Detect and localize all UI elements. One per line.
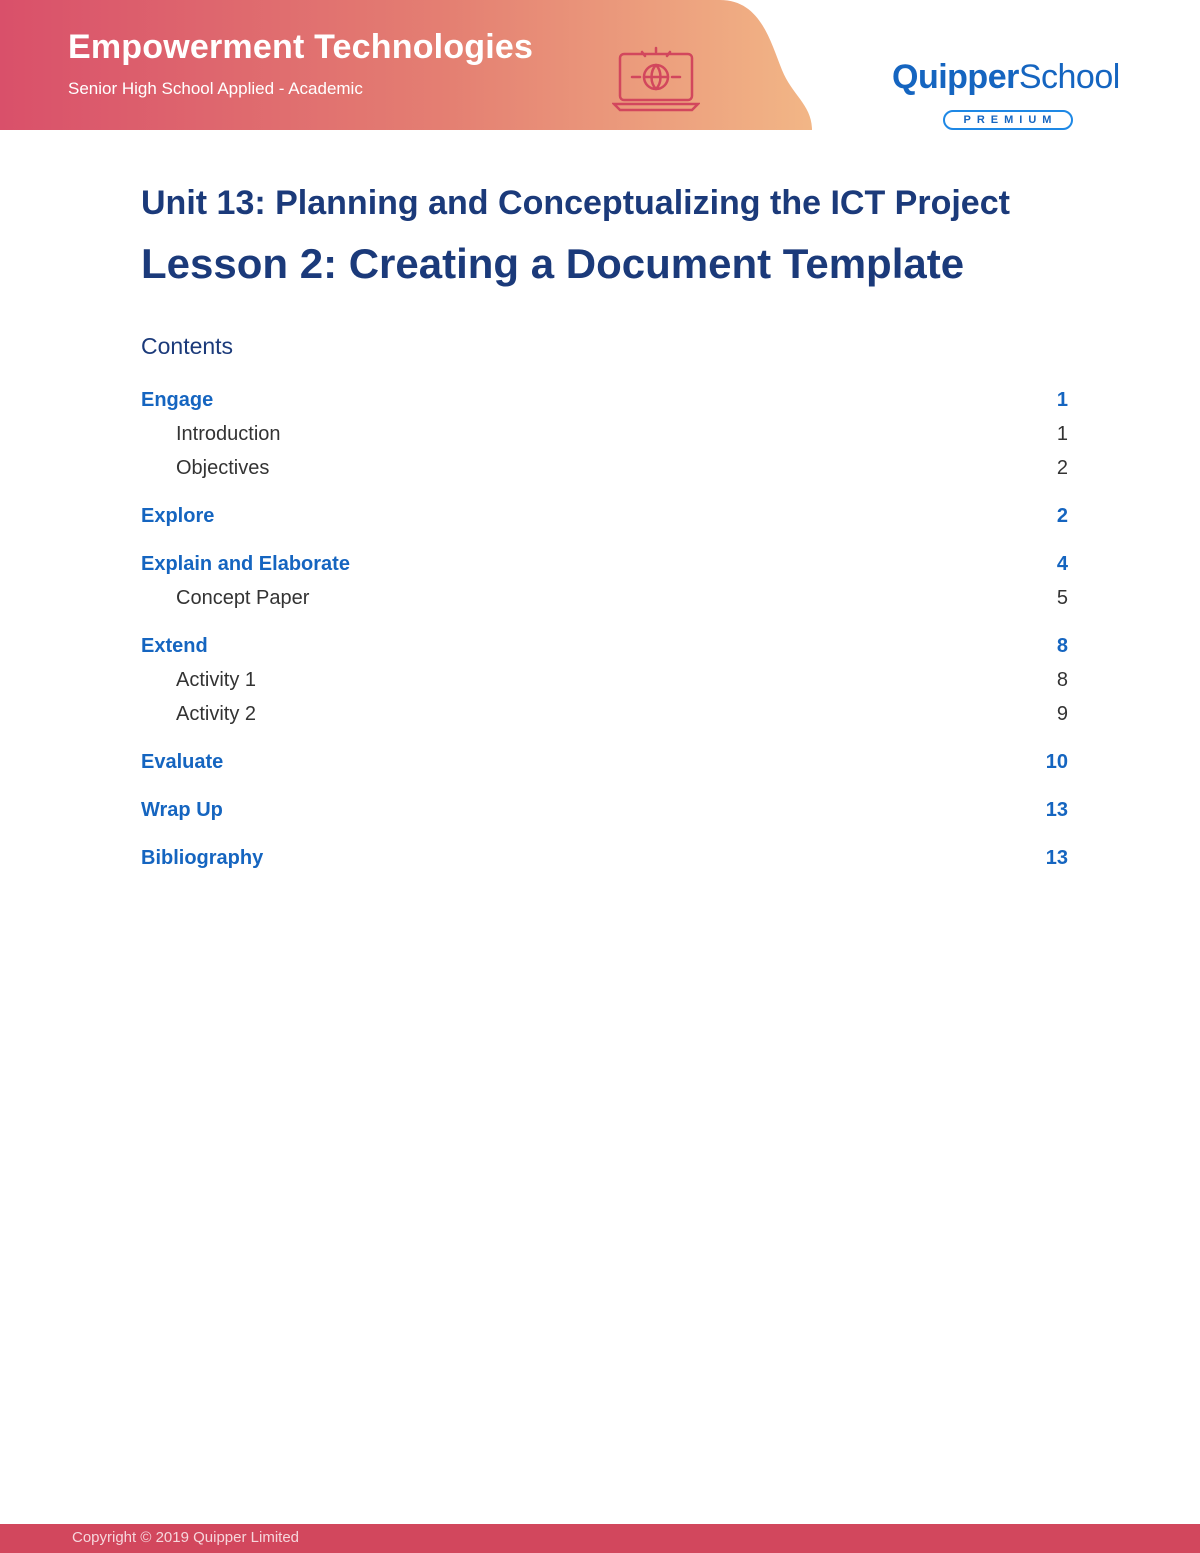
toc-entry-concept-paper[interactable] xyxy=(141,583,1068,617)
toc-entry-activity-2[interactable] xyxy=(141,699,1068,733)
toc-entry-evaluate[interactable] xyxy=(141,747,1068,781)
toc-entry-bibliography[interactable] xyxy=(141,843,1068,877)
toc-entry-explore[interactable] xyxy=(141,501,1068,535)
toc-page-number: 4 xyxy=(1056,553,1068,575)
track-subtitle: Senior High School Applied - Academic xyxy=(68,79,363,98)
premium-badge: PREMIUM xyxy=(943,110,1073,130)
toc-page-number: 8 xyxy=(1056,669,1068,691)
copyright-text: Copyright © 2019 Quipper Limited xyxy=(72,1529,300,1546)
toc-page-number: 13 xyxy=(1045,799,1068,821)
table-of-contents xyxy=(141,385,1068,877)
toc-label: Activity 1 xyxy=(176,669,257,691)
toc-label: Bibliography xyxy=(141,847,264,869)
toc-label: Concept Paper xyxy=(176,587,310,609)
toc-entry-introduction[interactable] xyxy=(141,419,1068,453)
toc-entry-engage[interactable] xyxy=(141,385,1068,419)
toc-page-number: 10 xyxy=(1045,751,1068,773)
toc-label: Extend xyxy=(141,635,208,657)
brand-name-bold: Quipper xyxy=(892,58,1019,96)
toc-entry-extend[interactable] xyxy=(141,631,1068,665)
toc-label: Evaluate xyxy=(141,751,224,773)
toc-entry-activity-1[interactable] xyxy=(141,665,1068,699)
contents-heading: Contents xyxy=(141,333,234,359)
toc-entry-wrap-up[interactable] xyxy=(141,795,1068,829)
toc-entry-objectives[interactable] xyxy=(141,453,1068,487)
quipper-school-logo xyxy=(892,58,1132,138)
toc-page-number: 9 xyxy=(1056,703,1068,725)
toc-page-number: 8 xyxy=(1056,635,1068,657)
footer-bar xyxy=(0,1524,1200,1553)
toc-page-number: 2 xyxy=(1056,457,1068,479)
lesson-title: Lesson 2: Creating a Document Template xyxy=(141,240,965,287)
brand-name-light: School xyxy=(1018,58,1120,96)
toc-page-number: 13 xyxy=(1045,847,1068,869)
toc-label: Explain and Elaborate xyxy=(141,553,350,575)
subject-title: Empowerment Technologies xyxy=(68,28,534,66)
toc-page-number: 1 xyxy=(1056,423,1068,445)
toc-label: Activity 2 xyxy=(176,703,257,725)
toc-page-number: 5 xyxy=(1056,587,1068,609)
toc-label: Objectives xyxy=(176,457,270,479)
laptop-globe-icon xyxy=(612,44,700,114)
toc-label: Explore xyxy=(141,505,215,527)
unit-title: Unit 13: Planning and Conceptualizing the ICT Project xyxy=(141,184,1010,222)
toc-label: Introduction xyxy=(176,423,281,445)
toc-label: Wrap Up xyxy=(141,799,223,821)
toc-page-number: 2 xyxy=(1056,505,1068,527)
toc-page-number: 1 xyxy=(1056,389,1068,411)
toc-label: Engage xyxy=(141,389,214,411)
toc-entry-explain-and-elaborate[interactable] xyxy=(141,549,1068,583)
